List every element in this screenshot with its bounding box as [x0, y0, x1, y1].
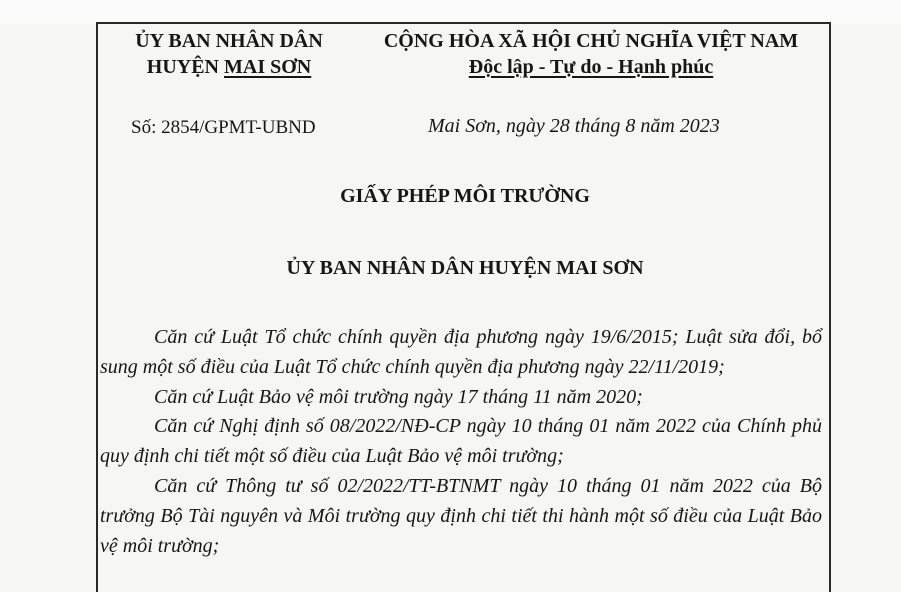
- national-name: CỘNG HÒA XÃ HỘI CHỦ NGHĨA VIỆT NAM: [383, 30, 799, 52]
- national-motto: [358, 54, 824, 80]
- authority-line-2-prefix: HUYỆN: [146, 56, 224, 78]
- legal-basis-paragraph-3: Căn cứ Nghị định số 08/2022/NĐ-CP ngày 10 tháng 01 năm 2022 của Chính phủ quy định chi tiết một số điều của Luật Bảo vệ môi trường;: [100, 415, 822, 468]
- legal-basis-paragraph-2: Căn cứ Luật Bảo vệ môi trường ngày 17 tháng 11 năm 2020;: [154, 385, 643, 408]
- authority-line-2-underlined: MAI SƠN: [224, 56, 312, 78]
- legal-basis: [100, 323, 822, 561]
- national-motto-text: Độc lập - Tự do - Hạnh phúc: [468, 56, 714, 78]
- top-margin: [0, 0, 901, 24]
- document-number: Số: 2854/GPMT-UBND: [131, 117, 316, 138]
- document-title: GIẤY PHÉP MÔI TRƯỜNG: [340, 185, 590, 207]
- national-header: [358, 28, 824, 80]
- authority-line-2: [110, 54, 348, 80]
- legal-basis-paragraph-1: Căn cứ Luật Tổ chức chính quyền địa phương ngày 19/6/2015; Luật sửa đổi, bổ sung một số điều của Luật Tổ chức chính quyền địa phương ngày 22/11/2019;: [100, 326, 822, 378]
- issuer-title: ỦY BAN NHÂN DÂN HUYỆN MAI SƠN: [286, 257, 644, 279]
- authority-line-1: ỦY BAN NHÂN DÂN: [135, 30, 323, 52]
- frame-left-border: [96, 22, 98, 592]
- frame-right-border: [829, 22, 831, 592]
- issuing-authority: [110, 28, 348, 80]
- place-and-date: Mai Sơn, ngày 28 tháng 8 năm 2023: [428, 115, 720, 137]
- frame-top-border: [96, 22, 831, 24]
- legal-basis-paragraph-4: Căn cứ Thông tư số 02/2022/TT-BTNMT ngày 10 tháng 01 năm 2022 của Bộ trưởng Bộ Tài nguyên và Môi trường quy định chi tiết thi hành một số điều của Luật Bảo vệ môi trường;: [100, 474, 822, 557]
